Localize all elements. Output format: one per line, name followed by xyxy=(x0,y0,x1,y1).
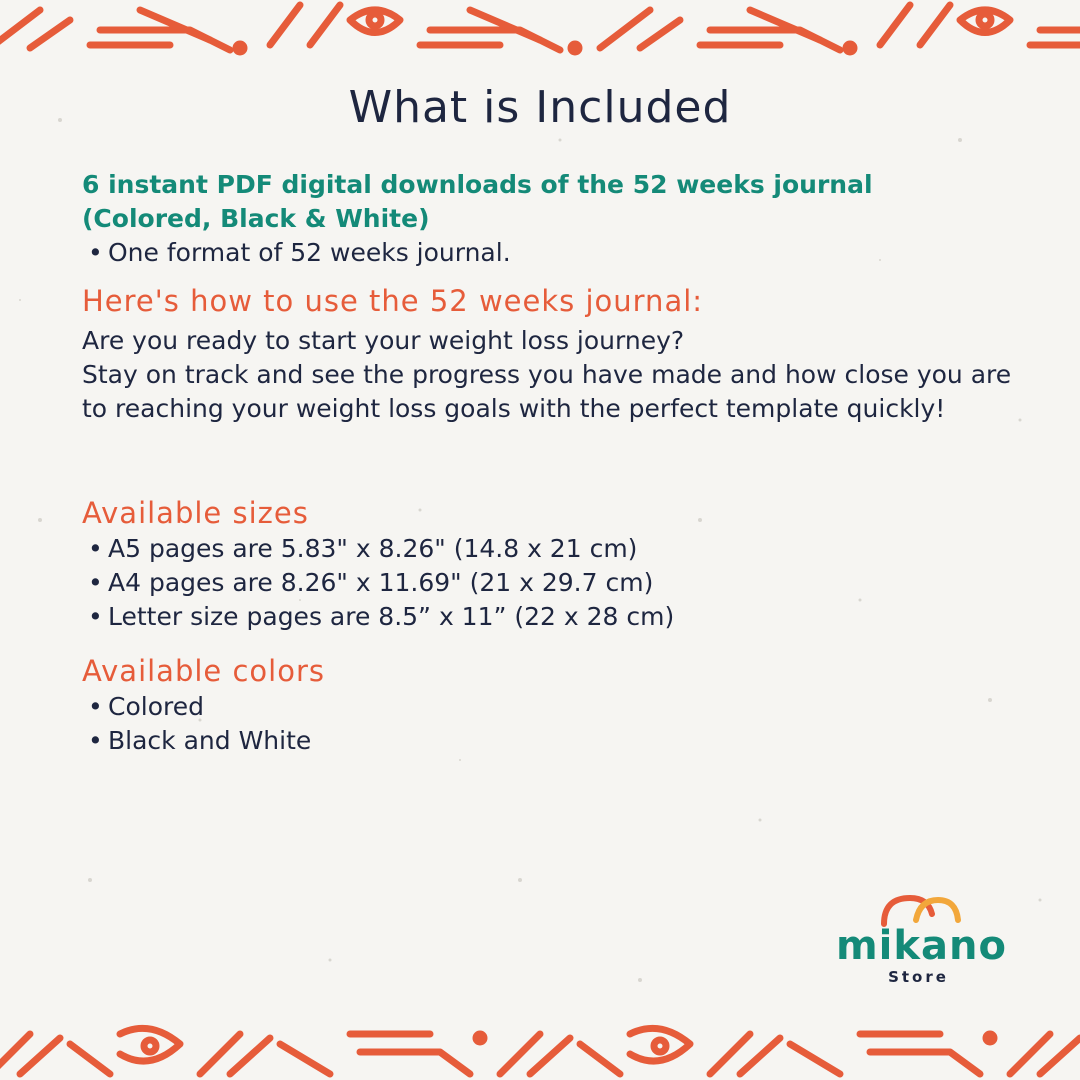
brand-sub: Store xyxy=(888,968,949,986)
list-item-text: Black and White xyxy=(108,726,312,755)
downloads-heading-line1: 6 instant PDF digital downloads of the 52 weeks journal xyxy=(82,170,873,199)
colors-heading: Available colors xyxy=(82,654,326,688)
top-pattern-border xyxy=(0,0,1080,56)
list-item: • Colored xyxy=(88,692,204,721)
list-item: • A5 pages are 5.83" x 8.26" (14.8 x 21 cm) xyxy=(88,534,638,563)
list-item: • A4 pages are 8.26" x 11.69" (21 x 29.7 cm) xyxy=(88,568,654,597)
usage-heading: Here's how to use the 52 weeks journal: xyxy=(82,284,704,318)
list-item: • Black and White xyxy=(88,726,312,755)
downloads-section xyxy=(82,168,1012,270)
list-item-text: A5 pages are 5.83" x 8.26" (14.8 x 21 cm) xyxy=(108,534,638,563)
brand-name: mikano xyxy=(836,923,1007,969)
page-title: What is Included xyxy=(348,82,732,133)
sizes-heading: Available sizes xyxy=(82,496,309,530)
list-item-text: Colored xyxy=(108,692,204,721)
list-item: • One format of 52 weeks journal. xyxy=(88,238,511,267)
list-item-text: A4 pages are 8.26" x 11.69" (21 x 29.7 cm) xyxy=(108,568,654,597)
sizes-section xyxy=(82,494,1012,634)
mikano-store-logo xyxy=(836,890,1007,990)
bottom-pattern-border xyxy=(0,1024,1080,1080)
colors-section xyxy=(82,652,1012,758)
list-item: • Letter size pages are 8.5” x 11” (22 x 28 cm) xyxy=(88,602,675,631)
sizes-list xyxy=(82,532,1012,634)
usage-section xyxy=(82,282,1012,426)
content-area xyxy=(82,168,1012,758)
downloads-list xyxy=(82,236,1012,270)
colors-list xyxy=(82,690,1012,758)
list-item-text: Letter size pages are 8.5” x 11” (22 x 28 cm) xyxy=(108,602,675,631)
downloads-heading-line2: (Colored, Black & White) xyxy=(82,204,430,233)
usage-line1: Are you ready to start your weight loss journey? xyxy=(82,326,685,355)
usage-line2: Stay on track and see the progress you have made and how close you are to reaching your weight loss goals with the perfect template quickly! xyxy=(82,360,1012,423)
list-item-text: One format of 52 weeks journal. xyxy=(108,238,511,267)
